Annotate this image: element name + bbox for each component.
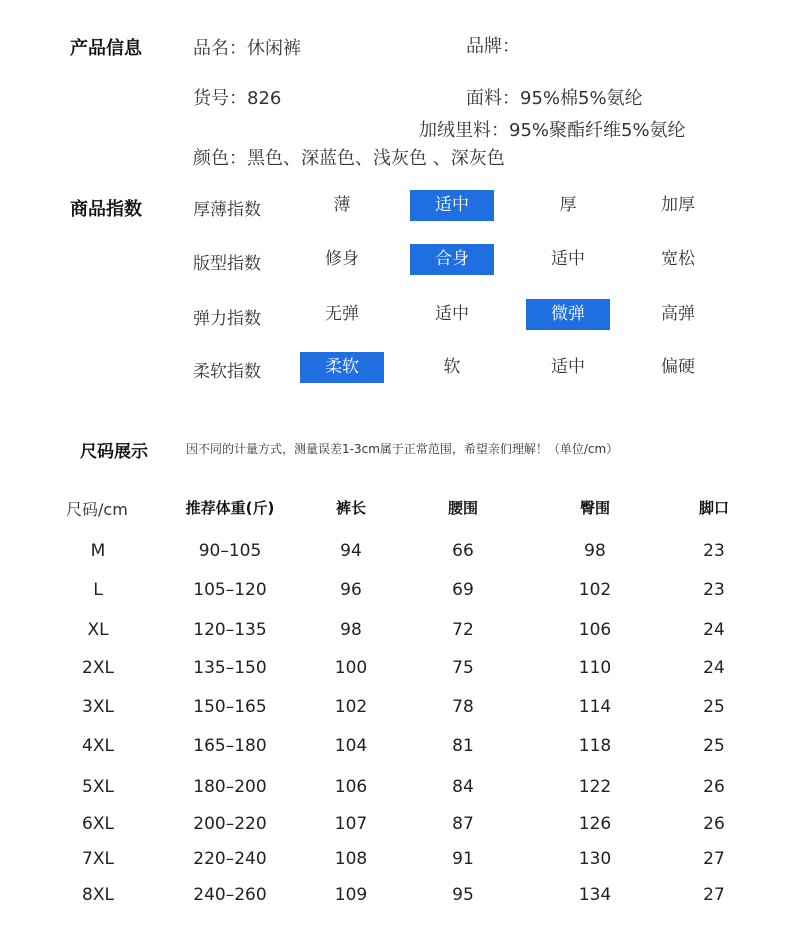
index-option-selected: 微弹 — [526, 299, 610, 330]
index-option: 高弹 — [661, 304, 695, 324]
size-cell: 100 — [334, 658, 368, 678]
size-cell: 24 — [703, 620, 725, 640]
product-info-heading: 产品信息 — [70, 38, 142, 59]
index-option: 修身 — [325, 249, 359, 269]
size-cell: 106 — [578, 620, 612, 640]
size-cell: 104 — [334, 736, 368, 756]
index-option: 厚 — [559, 195, 577, 215]
size-cell: 23 — [703, 541, 725, 561]
size-cell: 98 — [340, 620, 362, 640]
size-cell: 150–165 — [193, 697, 267, 717]
size-cell: 126 — [578, 814, 612, 834]
size-cell: 98 — [584, 541, 606, 561]
product-lining: 加绒里料：95%聚酯纤维5%氨纶 — [419, 120, 686, 141]
size-cell: 122 — [578, 777, 612, 797]
size-cell: 23 — [703, 580, 725, 600]
size-cell: 24 — [703, 658, 725, 678]
size-cell: 165–180 — [193, 736, 267, 756]
size-row-label: 3XL — [82, 697, 114, 717]
size-cell: 72 — [452, 620, 474, 640]
size-cell: 105–120 — [193, 580, 267, 600]
index-row-label: 弹力指数 — [193, 309, 261, 329]
index-option-selected: 柔软 — [300, 352, 384, 383]
size-cell: 26 — [703, 777, 725, 797]
size-cell: 96 — [340, 580, 362, 600]
size-cell: 81 — [452, 736, 474, 756]
size-cell: 135–150 — [193, 658, 267, 678]
size-header-cell: 臀围 — [579, 499, 610, 517]
size-cell: 69 — [452, 580, 474, 600]
size-row-label: M — [90, 541, 106, 561]
size-row-label: 7XL — [82, 849, 114, 869]
index-option: 无弹 — [325, 304, 359, 324]
size-cell: 75 — [452, 658, 474, 678]
index-row-label: 版型指数 — [193, 254, 261, 274]
size-header-cell: 推荐体重(斤) — [185, 499, 275, 517]
index-option-selected: 合身 — [410, 244, 494, 275]
size-cell: 25 — [703, 697, 725, 717]
size-cell: 107 — [334, 814, 368, 834]
size-cell: 200–220 — [193, 814, 267, 834]
product-colors: 颜色：黑色、深蓝色、浅灰色 、深灰色 — [193, 148, 505, 169]
index-option: 薄 — [333, 195, 351, 215]
size-cell: 91 — [452, 849, 474, 869]
size-chart-note: 因不同的计量方式，测量误差1-3cm属于正常范围，希望亲们理解！（单位/cm） — [186, 442, 619, 456]
size-row-label: 2XL — [82, 658, 114, 678]
size-header-cell: 裤长 — [335, 499, 366, 517]
size-cell: 87 — [452, 814, 474, 834]
index-option: 适中 — [435, 304, 469, 324]
size-row-label: 4XL — [82, 736, 114, 756]
size-cell: 78 — [452, 697, 474, 717]
size-row-label: 8XL — [82, 885, 114, 905]
size-cell: 102 — [578, 580, 612, 600]
size-cell: 95 — [452, 885, 474, 905]
size-cell: 26 — [703, 814, 725, 834]
size-cell: 106 — [334, 777, 368, 797]
size-cell: 27 — [703, 885, 725, 905]
size-cell: 84 — [452, 777, 474, 797]
product-fabric: 面料：95%棉5%氨纶 — [466, 88, 643, 109]
size-row-label: 5XL — [82, 777, 114, 797]
size-cell: 114 — [578, 697, 612, 717]
product-brand: 品牌： — [466, 36, 520, 57]
size-cell: 108 — [334, 849, 368, 869]
size-cell: 120–135 — [193, 620, 267, 640]
size-cell: 102 — [334, 697, 368, 717]
index-option: 宽松 — [661, 249, 695, 269]
index-option: 加厚 — [661, 195, 695, 215]
index-option: 偏硬 — [661, 357, 695, 377]
size-cell: 66 — [452, 541, 474, 561]
index-option: 软 — [443, 357, 461, 377]
product-item-no: 货号：826 — [193, 88, 282, 109]
size-row-label: XL — [87, 620, 109, 640]
size-header-cell: 脚口 — [698, 499, 729, 517]
size-cell: 25 — [703, 736, 725, 756]
size-header-size: 尺码/cm — [66, 500, 128, 519]
size-cell: 27 — [703, 849, 725, 869]
product-name: 品名：休闲裤 — [193, 38, 301, 59]
size-cell: 109 — [334, 885, 368, 905]
product-index-heading: 商品指数 — [70, 199, 142, 220]
size-cell: 180–200 — [193, 777, 267, 797]
size-cell: 220–240 — [193, 849, 267, 869]
index-option-selected: 适中 — [410, 190, 494, 221]
index-option: 适中 — [551, 249, 585, 269]
index-row-label: 厚薄指数 — [193, 200, 261, 220]
index-option: 适中 — [551, 357, 585, 377]
size-cell: 118 — [578, 736, 612, 756]
size-chart-heading: 尺码展示 — [80, 442, 148, 462]
size-cell: 90–105 — [198, 541, 262, 561]
size-header-cell: 腰围 — [447, 499, 478, 517]
size-row-label: L — [93, 580, 103, 600]
size-cell: 240–260 — [193, 885, 267, 905]
size-cell: 110 — [578, 658, 612, 678]
size-cell: 134 — [578, 885, 612, 905]
size-cell: 130 — [578, 849, 612, 869]
size-cell: 94 — [340, 541, 362, 561]
size-row-label: 6XL — [82, 814, 114, 834]
index-row-label: 柔软指数 — [193, 362, 261, 382]
